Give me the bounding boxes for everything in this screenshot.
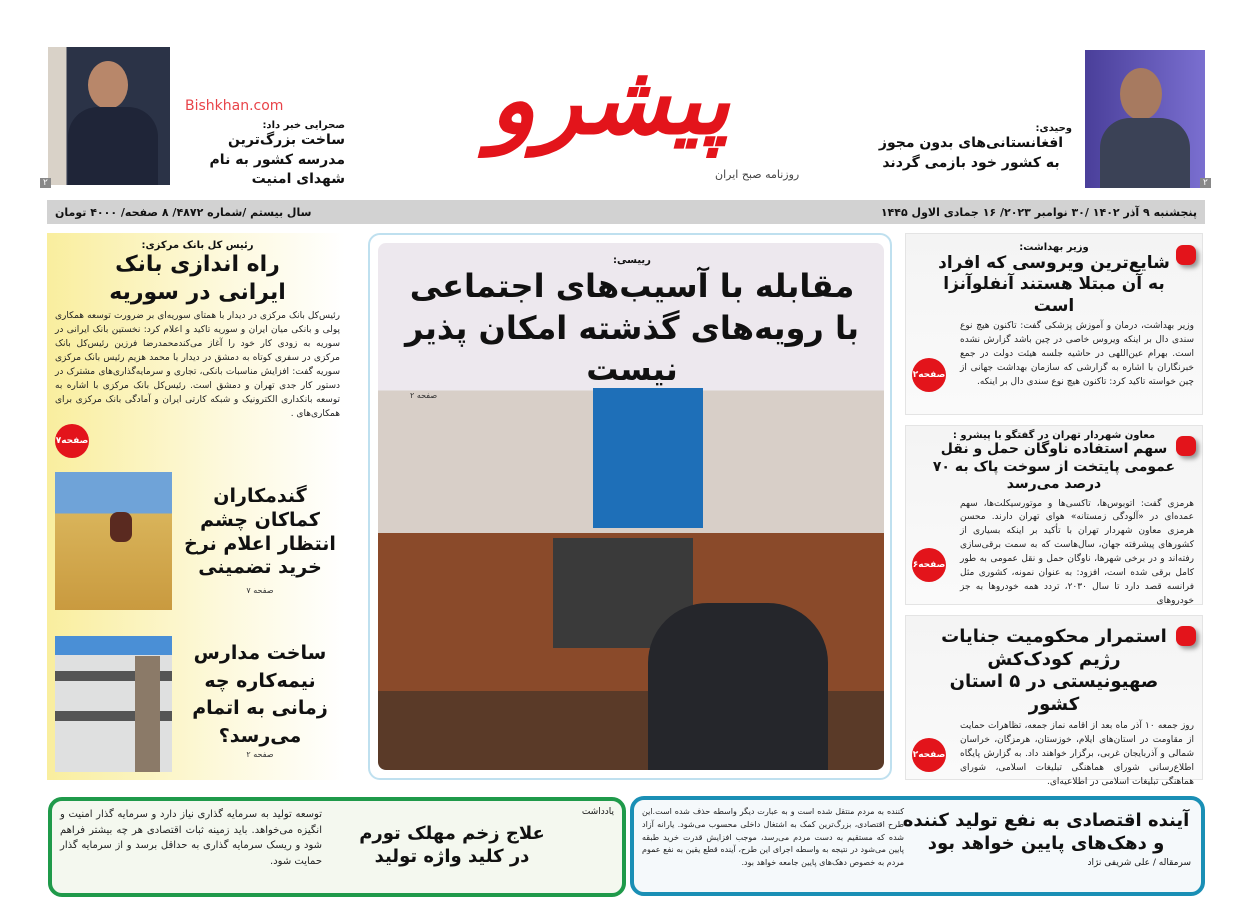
bullet-icon [1176, 626, 1196, 646]
bottom-right-editorial[interactable] [630, 796, 1205, 896]
right-1-body: وزیر بهداشت، درمان و آموزش پزشکی گفت: تاکنون هیچ نوع سندی دال بر اینکه ویروس خاصی در چین باشد گزارش نشده است. بهرام عین‌اللهی در حاشیه جلسه هیئت دولت در جمع خبرنگاران با اشاره به گزارشی که سازمان بهداشت جهانی از چین خواسته تاکید کرد: تاکنون هیچ نوع سندی دال بر اینکه. [960, 320, 1194, 387]
left-top-body: رئیس‌کل بانک مرکزی در دیدار با همتای سوریه‌ای بر ضرورت توسعه همکاری پولی و بانکی میان ایران و سوریه تاکید و اعلام کرد: نخستین بانک ایرانی در سوریه به زودی کار خود را آغاز می‌کندمحمدرضا فرزین رئیس‌کل بانک مرکزی در سفری کوتاه به دمشق در دیدار با محمد هزیم رئیس بانک مرکزی سوریه گفت: افزایش مناسبات بانکی، تجاری و سرمایه‌گذاری‌های مشترک در دستور کار جدی تهران و دمشق است. رئیس‌کل بانک مرکزی با اشاره به توسعه بانکداری الکترونیک و شبکه کارتی ایران و آمادگی بانک مرکزی برای همکاری‌های . [55, 311, 340, 419]
bottom-right-body: کننده به مردم منتقل شده است و به عبارت دیگر واسطه حذف شده است.این طرح اقتصادی، بزرگ‌ترین کمک به اشتغال داخلی محسوب می‌شود. یارانه آزاد شده که مستقیم به دست مردم می‌رسد، موجب افزایش قدرت خرید طبقه پایین می‌شود در نتیجه به واسطه اجرای این طرح، آینده قطع یقین به نفع عموم مردم به خصوص دهک‌های پایین جامعه خواهد بود. [642, 807, 904, 868]
left-top-headline: راه اندازی بانک ایرانی در سوریه [109, 252, 286, 305]
right-2-headline: سهم استفاده ناوگان حمل و نقل عمومی پایتخت از سوخت پاک به ۷۰ درصد می‌رسد [932, 441, 1176, 492]
main-headline: مقابله با آسیب‌های اجتماعی با رویه‌های گذشته امکان پذیر نیست [404, 267, 860, 389]
issue-info: سال بیستم /شماره ۴۸۷۲/ ۸ صفحه/ ۴۰۰۰ تومان [55, 205, 312, 219]
date-bar [47, 200, 1205, 224]
header-left-article[interactable] [180, 120, 345, 190]
right-3-body: روز جمعه ۱۰ آذر ماه بعد از اقامه نماز جمعه، تظاهرات حمایت از مقاومت در استان‌های ایلام، خوزستان، هرمزگان، خراسان شمالی و آذربایجان غربی، برگزار خواهند داد. به گزارش پایگاه اطلاع‌رسانی شورای هماهنگی تبلیغات اسلامی، شورای هماهنگی تبلیغات اسلامی در اطلاعیه‌ای. [960, 721, 1194, 787]
wheat-page: صفحه ۷ [246, 586, 274, 595]
header-right-article[interactable] [870, 123, 1072, 173]
left-top-article[interactable] [55, 240, 340, 458]
watermark: Bishkhan.com [185, 98, 284, 114]
left-top-kicker: رئیس کل بانک مرکزی: [141, 240, 254, 251]
header-left-photo [48, 47, 170, 185]
right-1-page-badge[interactable]: صفحه۲ [912, 358, 946, 392]
right-2-page-badge[interactable]: صفحه۶ [912, 548, 946, 582]
main-kicker: رییسی: [613, 255, 651, 266]
right-2-kicker: معاون شهردار تهران در گفتگو با پیشرو : [952, 430, 1156, 441]
bullet-icon [1176, 245, 1196, 265]
bottom-left-note[interactable] [48, 797, 626, 897]
right-1-headline: شایع‌ترین ویروسی که افراد به آن مبتلا هستند آنفلوآنزا است [938, 253, 1170, 316]
school-headline: ساخت مدارس نیمه‌کاره چه زمانی به اتمام می‌رسد؟ [192, 642, 328, 747]
main-page: صفحه ۲ [410, 390, 438, 400]
bottom-left-kicker: یادداشت [581, 807, 614, 817]
logo-text: پیشرو [489, 43, 730, 156]
bullet-icon [1176, 436, 1196, 456]
wheat-article[interactable] [180, 485, 340, 595]
main-article[interactable] [390, 255, 874, 400]
issue-date: پنجشنبه ۹ آذر ۱۴۰۲ /۳۰ نوامبر ۲۰۲۳/ ۱۶ جمادی الاول ۱۴۴۵ [880, 205, 1197, 219]
right-article-3[interactable] [905, 615, 1203, 787]
right-article-1[interactable] [905, 233, 1203, 415]
masthead-tagline: روزنامه صبح ایران [715, 168, 800, 181]
right-article-2[interactable] [905, 425, 1203, 605]
bottom-right-byline: سرمقاله / علی شریفی نژاد [1087, 858, 1191, 868]
right-2-body: هرمزی گفت: اتوبوس‌ها، تاکسی‌ها و موتورسیکلت‌ها، سهم عمده‌ای در «آلودگی زمستانه» هوای تهران دارند. محسن هرمزی معاون شهردار تهران با تأکید بر اینکه بسیاری از کشورهای پیشرفته جهان، سال‌هاست که به سمت برقی‌سازی رفته‌اند و در برخی شهرها، ناوگان حمل و نقل عمومی به طور کامل برقی شده است، افزود: به عنوان نمونه، کشوری مثل فرانسه قصد دارد تا سال ۲۰۳۰، تردد همه خودروها به جز خودروهای [960, 498, 1194, 607]
right-3-headline: استمرار محکومیت جنایات رژیم کودک‌کش صهیونیستی در ۵ استان کشور [941, 626, 1167, 715]
right-3-page-badge[interactable]: صفحه۲ [912, 738, 946, 772]
masthead-logo [489, 10, 730, 190]
left-top-page-badge[interactable]: صفحه۷ [55, 424, 89, 458]
bottom-left-headline: علاج زخم مهلک تورم در کلید واژه تولید [359, 823, 545, 867]
header-right-page: ۲ [1200, 178, 1211, 188]
header-right-kicker: وحیدی: [1035, 123, 1072, 134]
main-story-frame[interactable] [368, 233, 892, 780]
header-right-photo [1085, 50, 1205, 188]
right-1-kicker: وزیر بهداشت: [1019, 242, 1089, 253]
school-photo [55, 636, 172, 772]
school-article[interactable] [180, 640, 340, 759]
header-left-headline: ساخت بزرگ‌ترین مدرسه کشور به نام شهدای امنیت [209, 132, 345, 188]
bottom-right-headline: آینده اقتصادی به نفع تولید کننده و دهک‌های پایین خواهد بود [902, 810, 1190, 854]
wheat-photo [55, 472, 172, 610]
header-left-page: ۲ [40, 178, 51, 188]
header-left-kicker: صحرایی خبر داد: [262, 120, 345, 131]
school-page: صفحه ۲ [246, 750, 274, 760]
wheat-headline: گندمکاران کماکان چشم انتظار اعلام نرخ خرید تضمینی [184, 485, 336, 579]
header-right-headline: افغانستانی‌های بدون مجوز به کشور خود بازمی گردند [878, 135, 1064, 171]
bottom-left-body: توسعه تولید به سرمایه گذاری نیاز دارد و سرمایه گذار امنیت و انگیزه می‌خواهد. باید زمینه ثبات اقتصادی هر چه بیشتر فراهم شود و ریسک سرمایه گذاری به حداقل برسد و از سرمایه گذار حمایت شود. [60, 809, 322, 867]
